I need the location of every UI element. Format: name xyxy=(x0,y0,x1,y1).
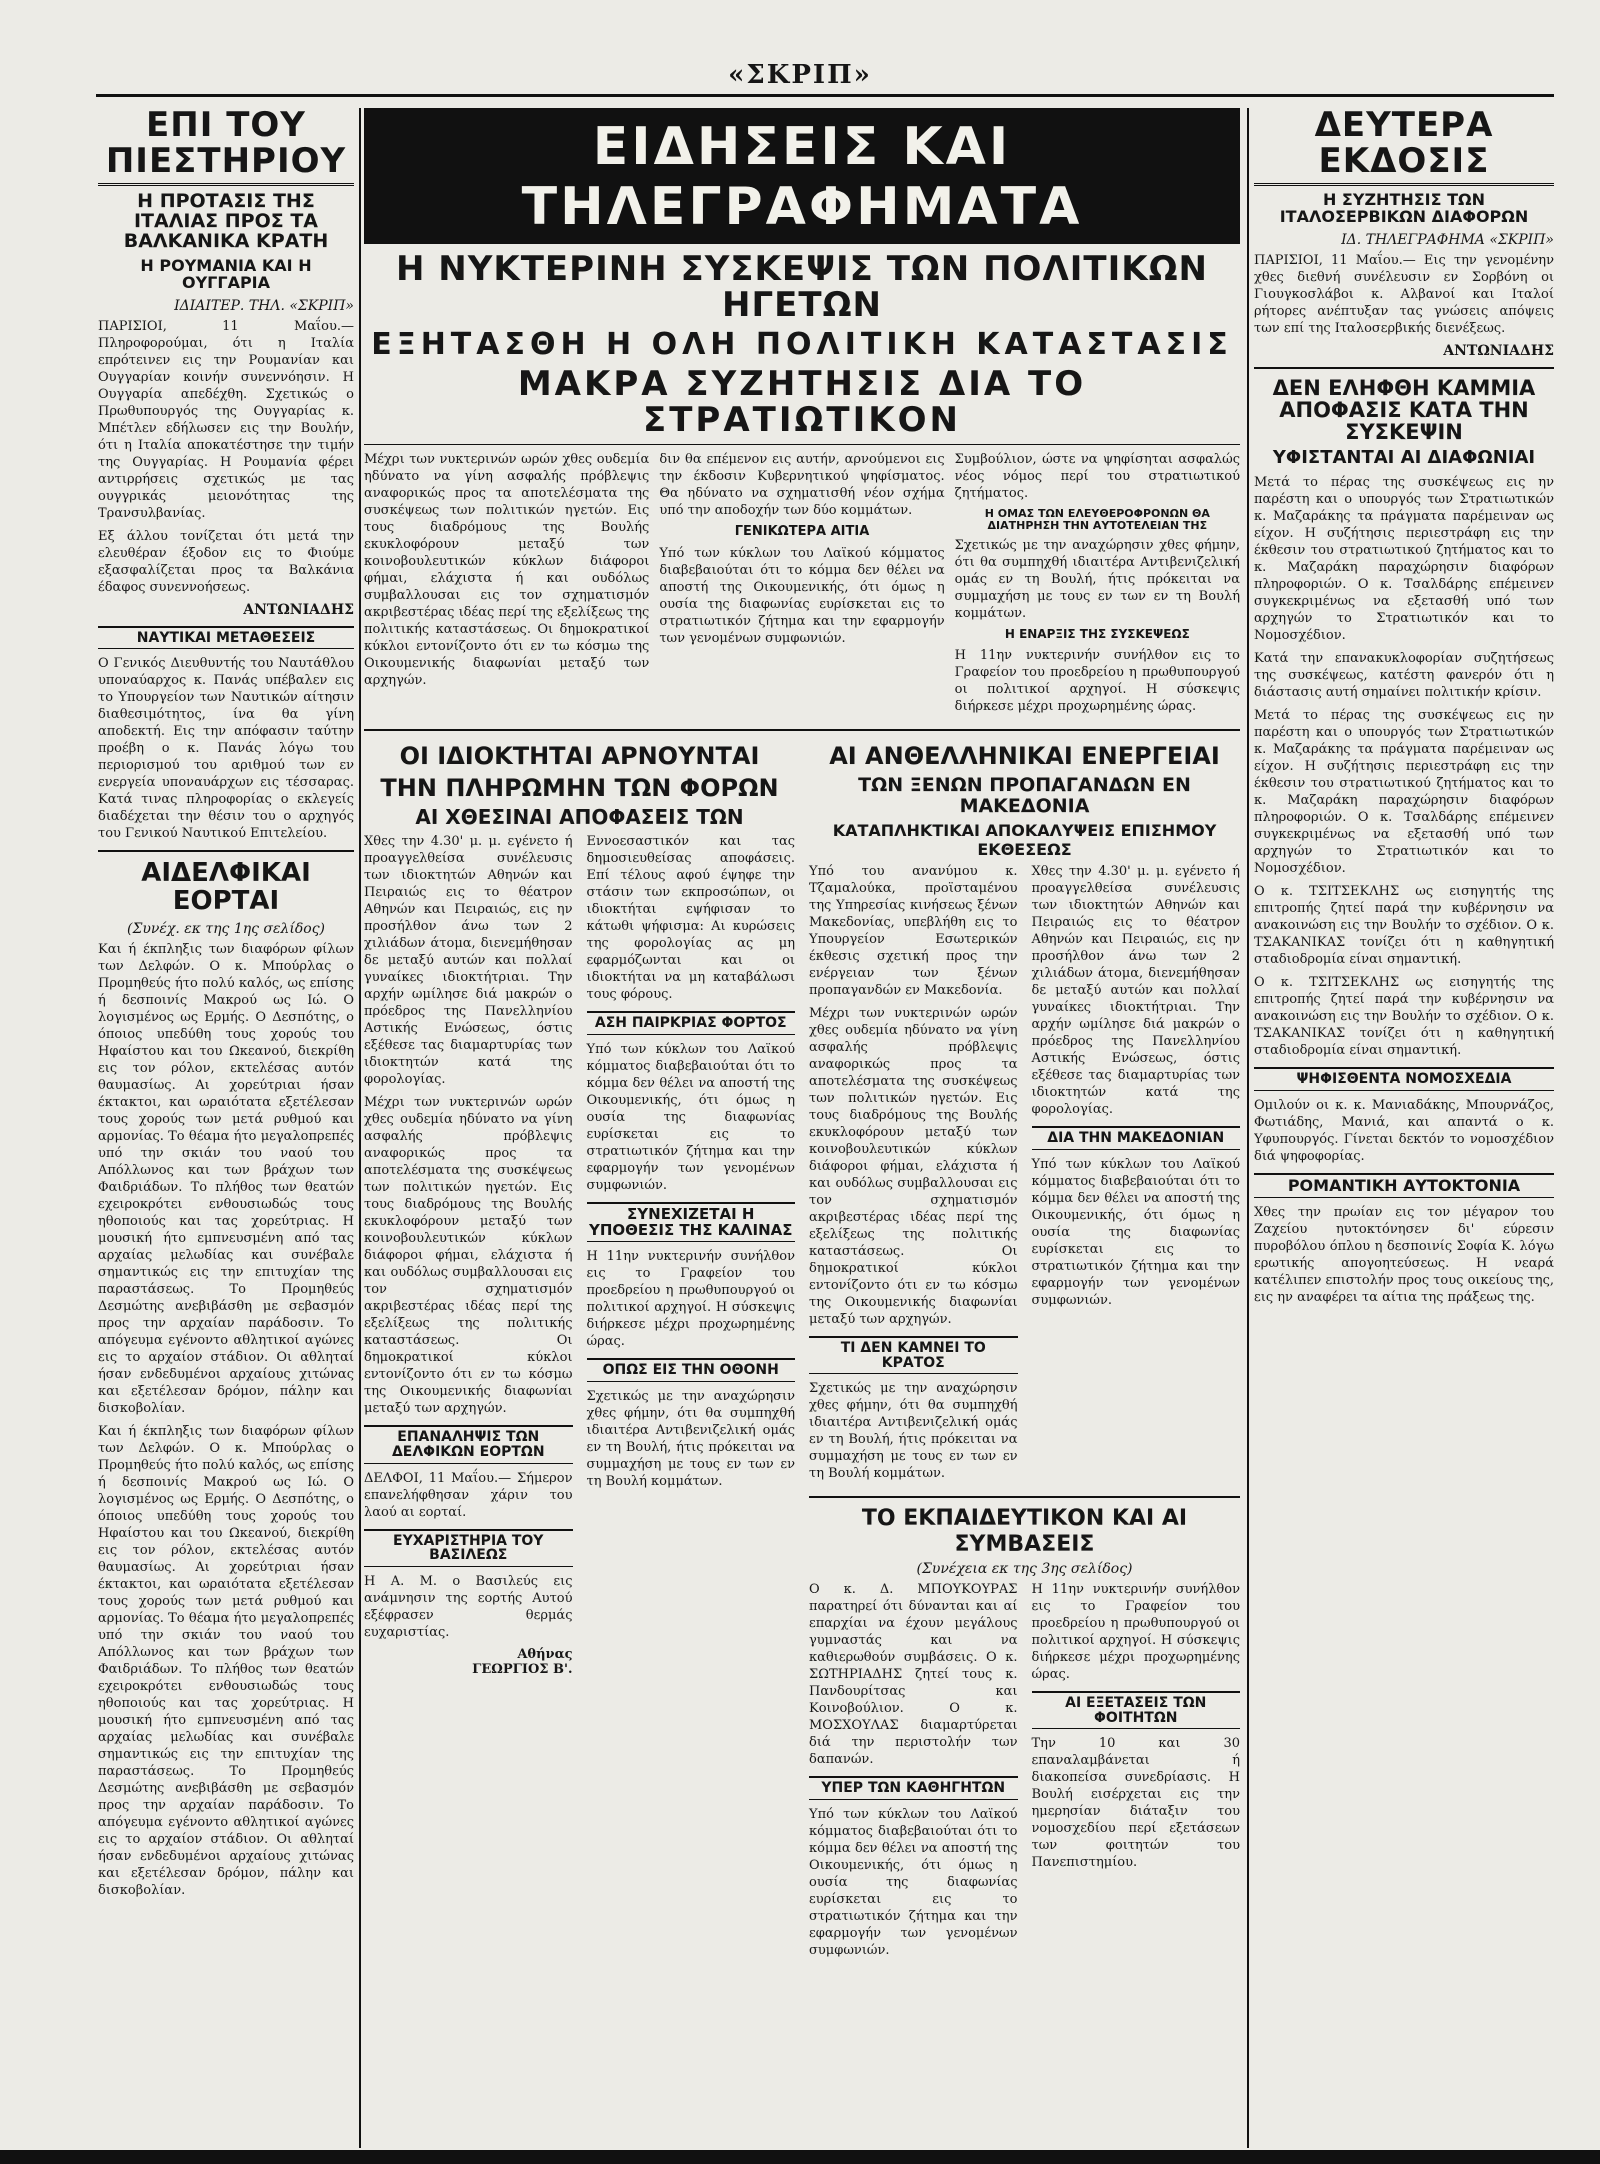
left-article-text-1: ΠΑΡΙΣΙΟΙ, 11 Μαΐου.— Πληροφορούμαι, ότι η Ιταλία επρότεινεν εις την Ρουμανίαν και Ουγγαρίαν κοινήν συνεννόησιν. Η Ουγγαρία απεδέχθη. Σχετικώς ο Πρωθυπουργός της Ουγγαρίας κ. Μπέτλεν εδήλωσεν εις την Βουλήν, ότι η Ιταλία αποκατέστησε την τιμήν της Ουγγαρίας. Η Ρουμανία φέρει αντιρρήσεις σχετικώς με τας ουγγρικάς μειονότητας της Τρανσυλβανίας. xyxy=(98,318,354,521)
right-subheadline-bills: ΨΗΦΙΣΘΕΝΤΑ ΝΟΜΟΣΧΕΔΙΑ xyxy=(1254,1067,1554,1091)
meeting-col-3-subhead-2: Η ΕΝΑΡΞΙΣ ΤΗΣ ΣΥΣΚΕΨΕΩΣ xyxy=(1004,627,1190,642)
right-article-text-5: Ομιλούν οι κ. κ. Μανιαδάκης, Μπουρνάζος, Φωτιάδης, Μανιά, και απαντά ο κ. Υφυπουργός. Γίνεται δεκτόν το νομοσχέδιον διά ψηφοφορίας. xyxy=(1254,1097,1554,1164)
column-rule-right xyxy=(1247,108,1249,2148)
meeting-col-3-subtext-1: Σχετικώς με την αναχώρησιν χθες φήμην, ότι θα συμπηχθή ιδιαιτέρα Αντιβενιζελική ομάς εν τη Βουλή, ήτις πρόκειται να συμμαχήση με τους εν των εν τη Βουλή κομμάτων. xyxy=(954,538,1240,622)
plague-article-text: Υπό των κύκλων του Λαϊκού κόμματος διαβεβαιούται ότι το κόμμα δεν θέλει να αποστή της Οικουμενικής, ότι όμως η ουσία της διαφωνίας ευρίσκεται εις το στρατιωτικόν ζήτημα και την εφαρμογήν των γενομένων συμφωνιών. xyxy=(586,1041,795,1193)
education-text-col-1 xyxy=(809,1581,1018,1965)
left-signature: ΑΝΤΩΝΙΑΔΗΣ xyxy=(243,601,354,618)
right-divider-1 xyxy=(1254,367,1554,369)
education-text-columns xyxy=(809,1581,1240,1965)
kalina-case-text: Η 11ην νυκτερινήν συνήλθον εις το Γραφείον του προεδρείου η πρωθυπουργού οι πολιτικοί αρχηγοί. Η σύσκεψις διήρκεσε μέχρι προχωρημένης ώρας. xyxy=(586,1249,795,1350)
left-column xyxy=(98,108,354,1905)
right-headline-no-decision: ΔΕΝ ΕΛΗΦΘΗ ΚΑΜΜΙΑ ΑΠΟΦΑΣΙΣ ΚΑΤΑ ΤΗΝ ΣΥΣΚΕΨΙΝ xyxy=(1272,375,1536,445)
king-thanks-text: Η Α. Μ. ο Βασιλεύς εις ανάμνησιν της εορτής Αυτού εξέφρασεν θερμάς ευχαριστίας. xyxy=(364,1573,573,1640)
right-dateline: ΙΔ. ΤΗΛΕΓΡΑΦΗΜΑ «ΣΚΡΙΠ» xyxy=(1341,231,1554,248)
king-thanks-signature: ΓΕΩΡΓΙΟΣ Β'. xyxy=(472,1661,573,1677)
education-text-col-2 xyxy=(1032,1581,1241,1965)
meeting-col-3-subhead-1: Η ΟΜΑΣ ΤΩΝ ΕΛΕΥΘΕΡΟΦΡΟΝΩΝ ΘΑ ΔΙΑΤΗΡΗΣΗ ΤΗΝ ΑΥΤΟΤΕΛΕΙΑΝ ΤΗΣ xyxy=(984,507,1210,532)
left-dateline: ΙΔΙΑΙΤΕΡ. ΤΗΛ. «ΣΚΡΙΠ» xyxy=(174,297,354,314)
owners-text-columns xyxy=(364,833,795,1677)
meeting-col-1 xyxy=(364,451,649,721)
right-article-text-2-repeat: Μετά το πέρας της συσκέψεως εις ην παρέστη και ο υπουργός των Στρατιωτικών κ. Μαζαράκης τα πράγματα παρέμειναν ως είχον. Η συζήτησις περιεστράφη εις την έκθεσιν του στρατιωτικού ζητήματος και το κ. Μαζαράκη παραχώρησιν διαφόρων πληροφοριών. Ο κ. Τσαλδάρης επέμεινεν συγκεκριμένως να εξετασθή υπό των αρχηγών το Στρατιωτικόν και το Νομοσχέδιον. xyxy=(1254,708,1554,876)
meeting-col-3 xyxy=(955,451,1240,721)
right-headline-disagreements: ΥΦΙΣΤΑΝΤΑΙ ΑΙ ΔΙΑΦΩΝΙΑΙ xyxy=(1272,447,1536,469)
meeting-subheadline: ΕΞΗΤΑΣΘΗ Η ΟΛΗ ΠΟΛΙΤΙΚΗ ΚΑΤΑΣΤΑΣΙΣ xyxy=(371,327,1233,363)
education-continuation: (Συνέχεια εκ της 3ης σελίδος) xyxy=(916,1560,1133,1577)
center-column xyxy=(364,108,1240,1965)
center-divider-2 xyxy=(364,729,1240,731)
owners-story xyxy=(364,739,795,1965)
right-subheadline-suicide: ΡΟΜΑΝΤΙΚΗ ΑΥΤΟΚΤΟΝΙΑ xyxy=(1254,1173,1554,1199)
state-subtext: Σχετικώς με την αναχώρησιν χθες φήμην, ότι θα συμπηχθή ιδιαιτέρα Αντιβενιζελική ομάς εν τη Βουλή, ήτις πρόκειται να συμμαχήση με τους εν των εν τη Βουλή κομμάτων. xyxy=(809,1381,1018,1482)
macedonia-headline-2: ΤΩΝ ΞΕΝΩΝ ΠΡΟΠΑΓΑΝΔΩΝ ΕΝ ΜΑΚΕΔΟΝΙΑ xyxy=(858,773,1191,818)
macedonia-article-text-3: Χθες την 4.30' μ. μ. εγένετο ή προαγγελθείσα συνέλευσις των ιδιοκτητών Αθηνών και Πειραιώς εις το θέατρον Αθηνών και Πειραιώς, εις ην προσήλθον άνω των 2 χιλιάδων άτομα, διενεμήθησαν δε μεταξύ αυτών και πολλαί γυναίκες ιδιοκτήτριαι. Την αρχήν ωμίλησε διά μακρών ο πρόεδρος της Πανελληνίου Αστικής Ενώσεως, όστις εξέθεσε τας διαμαρτυρίας των ιδιοκτητών κατά της φορολογίας. xyxy=(1031,864,1240,1117)
left-divider xyxy=(98,850,354,852)
naval-article-text: Ο Γενικός Διευθυντής του Ναυτάθλου υποναύαρχος κ. Πανάς υπέβαλεν εις το Υπουργείον των Ναυτικών αίτησιν διαθεσιμότητος, ίνα θα γίνη αποδεκτή. Εις την απόφασιν ταύτην προέβη ο κ. Πανάς λόγω του περιορισμού του αριθμού των εν ενεργεία υποναυάρχων εις τέσσαρας. Κατά τινας πληροφορίας ο εκλεγείς διαδέχεται την θέσιν του ο αρχηγός του Γενικού Ναυτικού Επιτελείου. xyxy=(98,656,354,842)
macedonia-story xyxy=(809,739,1240,1965)
meeting-headline: Η ΝΥΚΤΕΡΙΝΗ ΣΥΣΚΕΨΙΣ ΤΩΝ ΠΟΛΙΤΙΚΩΝ ΗΓΕΤΩΝ xyxy=(396,249,1208,325)
exams-subtext: Την 10 και 30 επαναλαμβάνεται ή διακοπείσα συνεδρίασις. Η Βουλή εισέρχεται εις την ημερησίαν διάταξιν του νομοσχεδίου περί εξετάσεων των φοιτητών του Πανεπιστημίου. xyxy=(1031,1736,1240,1871)
right-article-text-2: Μετά το πέρας της συσκέψεως εις ην παρέστη και ο υπουργός των Στρατιωτικών κ. Μαζαράκης τα πράγματα παρέμειναν ως είχον. Η συζήτησις περιεστράφη εις την έκθεσιν του στρατιωτικού ζητήματος και το κ. Μαζαράκη παραχώρησιν διαφόρων πληροφοριών. Ο κ. Τσαλδάρης επέμεινεν συγκεκριμένως να εξετασθή υπό των αρχηγών το Στρατιωτικόν και το Νομοσχέδιον. xyxy=(1254,475,1554,643)
macedonia-text-col-1 xyxy=(809,863,1018,1488)
meeting-col-2-subhead: ΓΕΝΙΚΩΤΕΡΑ ΑΙΤΙΑ xyxy=(734,524,870,540)
king-thanks-headline: ΕΥΧΑΡΙΣΤΗΡΙΑ ΤΟΥ ΒΑΣΙΛΕΩΣ xyxy=(364,1529,573,1567)
meeting-col-3-text: Συμβούλιον, ώστε να ψηφίσηται ασφαλώς νέος νόμος περί του στρατιωτικού ζητήματος. xyxy=(954,452,1240,502)
right-article-text-4-repeat: Ο κ. ΤΣΙΤΣΕΚΛΗΣ ως εισηγητής της επιτροπής ζητεί παρά την κυβέρνησιν να ανακοινώση εις την Βουλήν το σχέδιον. Ο κ. ΤΣΑΚΑΝΙΚΑΣ τονίζει ότι η καθηγητική σταδιοδρομία είναι σημαντική. xyxy=(1254,975,1554,1058)
meeting-col-3-subtext-2: Η 11ην νυκτερινήν συνήλθον εις το Γραφείον του προεδρείου η πρωθυπουργού οι πολιτικοί αρχηγοί. Η σύσκεψις διήρκεσε μέχρι προχωρημένης ώρας. xyxy=(954,647,1240,714)
lower-center-columns xyxy=(364,739,1240,1965)
plague-headline: ΑΣΗ ΠΑΙΡΚΡΙΑΣ ΦΟΡΤΟΣ xyxy=(587,1011,796,1035)
festival-headline: ΑΙΔΕΛΦΙΚΑΙ ΕΟΡΤΑΙ xyxy=(141,858,311,916)
column-rule-left xyxy=(359,108,361,2148)
macedonia-headline-3: ΚΑΤΑΠΛΗΚΤΙΚΑΙ ΑΠΟΚΑΛΥΨΕΙΣ ΕΠΙΣΗΜΟΥ ΕΚΘΕΣΕΩΣ xyxy=(832,821,1217,859)
education-headline: ΤΟ ΕΚΠΑΙΔΕΥΤΙΚΟΝ ΚΑΙ ΑΙ ΣΥΜΒΑΣΕΙΣ xyxy=(861,1506,1188,1557)
owners-article-text-2: Εννοεσαστικόν και τας δημοσιευθείσας αποφάσεις. Επί τέλους αφού έψηφε την στάσιν των εκπροσώπων, οι ιδιοκτήται εψήφισαν το κάτωθι ψήφισμα: Αι κυρώσεις της φορολογίας ας μη εφαρμόζωνται και οι ιδιοκτήται να μη καταβάλωσι τους φόρους. xyxy=(586,834,795,1003)
meeting-article-columns xyxy=(364,451,1240,721)
owners-text-col-1 xyxy=(364,833,573,1677)
macedonia-text-col-2 xyxy=(1032,863,1241,1488)
masthead: «ΣΚΡΙΠ» xyxy=(728,60,872,90)
teachers-subheadline: ΥΠΕΡ ΤΩΝ ΚΑΘΗΓΗΤΩΝ xyxy=(809,1776,1018,1800)
macedonia-article-text-2: Μέχρι των νυκτερινών ωρών χθες ουδεμία ηδύνατο να γίνη ασφαλής πρόβλεψις αναφορικώς προς τα αποτελέσματα της συσκέψεως των πολιτικών ηγετών. Εις τους διαδρόμους της Βουλής εκυκλοφόρουν μεταξύ των κοινοβουλευτικών κύκλων διάφοροι φήμαι, ελάχιστα ή και ουδόλως συμβαλλουσαι εις τον σχηματισμόν ακριβεστέρας ιδέας περί της εξελίξεως της πολιτικής καταστάσεως. Οι δημοκρατικοί κύκλοι εντονίζοντο ότι εν τω κόσμω της Οικουμενικής διαφωνίαι μεταξύ των αρχηγών. xyxy=(809,1006,1018,1327)
meeting-col-2-text: διν θα επέμενον εις αυτήν, αρνούμενοι εις την έκδοσιν Κυβερνητικού ψηφίσματος. Θα ηδύνατο να σχηματισθή νέον σχήμα υπό την αποδοχήν των δύο κομμάτων. xyxy=(659,452,945,519)
education-divider xyxy=(809,1496,1240,1498)
meeting-col-2 xyxy=(659,451,944,721)
education-article-text-2: Η 11ην νυκτερινήν συνήλθον εις το Γραφείον του προεδρείου η πρωθυπουργού οι πολιτικοί αρχηγοί. Η σύσκεψις διήρκεσε μέχρι προχωρημένης ώρας. xyxy=(1031,1581,1240,1682)
right-article-text-4: Ο κ. ΤΣΙΤΣΕΚΛΗΣ ως εισηγητής της επιτροπής ζητεί παρά την κυβέρνησιν να ανακοινώση εις την Βουλήν το σχέδιον. Ο κ. ΤΣΑΚΑΝΙΚΑΣ τονίζει ότι η καθηγητική σταδιοδρομία είναι σημαντική. xyxy=(1254,884,1554,967)
screen-article-text: Σχετικώς με την αναχώρησιν χθες φήμην, ότι θα συμπηχθή ιδιαιτέρα Αντιβενιζελική ομάς εν τη Βουλή, ήτις πρόκειται να συμμαχήση με τους εν των εν τη Βουλή κομμάτων. xyxy=(586,1389,795,1489)
delphi-replay-text: ΔΕΛΦΟΙ, 11 Μαΐου.— Σήμερον επανελήφθησαν χάριν του λαού αι εορταί. xyxy=(364,1470,573,1520)
news-banner: ΕΙΔΗΣΕΙΣ ΚΑΙ ΤΗΛΕΓΡΑΦΗΜΑΤΑ xyxy=(364,108,1240,244)
right-article-text-1: ΠΑΡΙΣΙΟΙ, 11 Μαΐου.— Εις την γενομένην χθες διεθνή συνέλευσιν εν Σορβόνη οι Γιουγκοσλάβοι κ. Αλβανοί και Ιταλοί ρήτορες ανέπτυξαν τας γνώσεις απόψεις των επί της Ιταλοσερβικής διενέξεως. xyxy=(1254,252,1554,336)
macedonia-subtext: Υπό των κύκλων του Λαϊκού κόμματος διαβεβαιούται ότι το κόμμα δεν θέλει να αποστή της Οικουμενικής, ότι όμως η ουσία της διαφωνίας ευρίσκεται εις το στρατιωτικόν ζήτημα και την εφαρμογήν των γενομένων συμφωνιών. xyxy=(1031,1156,1240,1308)
exams-subheadline: ΑΙ ΕΞΕΤΑΣΕΙΣ ΤΩΝ ΦΟΙΤΗΤΩΝ xyxy=(1032,1691,1241,1729)
naval-headline: ΝΑΥΤΙΚΑΙ ΜΕΤΑΘΕΣΕΙΣ xyxy=(98,626,354,650)
festival-article-text: Και ή έκπληξις των διαφόρων φίλων των Δελφών. Ο κ. Μπούρλας ο Προμηθεύς ήτο πολύ καλός, ως επίσης ή δεσποινίς Μακρού ως Ιώ. Ο λογισμένος ως Ερμής. Ο Δεσπότης, ο όποιος υπεδύθη τους χορούς του Ηφαίστου και του Ωκεανού, διεκρίθη εις τον ρόλον, εκτελέσας αυτόν θαυμασίως. Αι χορεύτριαι ήσαν έκτακτοι, και ωραιότατα εξετέλεσαν τους χορούς των μετά ρυθμού και αρμονίας. Το θέαμα ήτο μεγαλοπρεπές υπό την σκιάν του ναού του Απόλλωνος και των βράχων των Φαιδριάδων. Το πλήθος των θεατών εχειροκρότει ενθουσιωδώς τους ηθοποιούς και τας χορεύτριας. Η μουσική ήτο εμπνευσμένη από τας αρχαίας μελωδίας και συνέβαλε σημαντικώς εις την επιτυχίαν της παραστάσεως. Το Προμηθεύς Δεσμώτης ανεβιβάσθη με σεβασμόν προς την αρχαίαν παράδοσιν. Το απόγευμα εγένοντο αθλητικοί αγώνες εις το αρχαίον στάδιον. Οι αθληταί ήσαν ενδεδυμένοι αρχαίους χιτώνας και εξετέλεσαν δρόμον, πάλην και δισκοβολίαν. xyxy=(98,942,354,1417)
top-rule xyxy=(96,94,1554,97)
macedonia-subheadline: ΔΙΑ ΤΗΝ ΜΑΚΕΔΟΝΙΑΝ xyxy=(1032,1126,1241,1150)
left-headline-romania: Η ΡΟΥΜΑΝΙΑ ΚΑΙ Η ΟΥΓΓΑΡΙΑ xyxy=(140,256,312,292)
kalina-case-headline: ΣΥΝΕΧΙΖΕΤΑΙ Η ΥΠΟΘΕΣΙΣ ΤΗΣ ΚΑΛΙΝΑΣ xyxy=(587,1202,796,1243)
teachers-subtext: Υπό των κύκλων του Λαϊκού κόμματος διαβεβαιούται ότι το κόμμα δεν θέλει να αποστή της Οικουμενικής, ότι όμως η ουσία της διαφωνίας ευρίσκεται εις το στρατιωτικόν ζήτημα και την εφαρμογήν των γενομένων συμφωνιών. xyxy=(809,1806,1018,1958)
meeting-subheadline-military: ΜΑΚΡΑ ΣΥΖΗΤΗΣΙΣ ΔΙΑ ΤΟ ΣΤΡΑΤΙΩΤΙΚΟΝ xyxy=(517,363,1087,440)
delphi-replay-headline: ΕΠΑΝΑΛΗΨΙΣ ΤΩΝ ΔΕΛΦΙΚΩΝ ΕΟΡΤΩΝ xyxy=(364,1425,573,1463)
festival-article-text-repeat: Και ή έκπληξις των διαφόρων φίλων των Δελφών. Ο κ. Μπούρλας ο Προμηθεύς ήτο πολύ καλός, ως επίσης ή δεσποινίς Μακρού ως Ιώ. Ο λογισμένος ως Ερμής. Ο Δεσπότης, ο όποιος υπεδύθη τους χορούς του Ηφαίστου και του Ωκεανού, διεκρίθη εις τον ρόλον, εκτελέσας αυτόν θαυμασίως. Αι χορεύτριαι ήσαν έκτακτοι, και ωραιότατα εξετέλεσαν τους χορούς των μετά ρυθμού και αρμονίας. Το θέαμα ήτο μεγαλοπρεπές υπό την σκιάν του ναού του Απόλλωνος και των βράχων των Φαιδριάδων. Το πλήθος των θεατών εχειροκρότει ενθουσιωδώς τους ηθοποιούς και τας χορεύτριας. Η μουσική ήτο εμπνευσμένη από τας αρχαίας μελωδίας και συνέβαλε σημαντικώς εις την επιτυχίαν της παραστάσεως. Το Προμηθεύς Δεσμώτης ανεβιβάσθη με σεβασμόν προς την αρχαίαν παράδοσιν. Το απόγευμα εγένοντο αθλητικοί αγώνες εις το αρχαίον στάδιον. Οι αθληταί ήσαν ενδεδυμένοι αρχαίους χιτώνας και εξετέλεσαν δρόμον, πάλην και δισκοβολίαν. xyxy=(98,1424,354,1899)
right-column xyxy=(1254,108,1554,1312)
left-headline-italy: Η ΠΡΟΤΑΣΙΣ ΤΗΣ ΙΤΑΛΙΑΣ ΠΡΟΣ ΤΑ ΒΑΛΚΑΝΙΚΑ ΚΡΑΤΗ xyxy=(123,190,329,253)
macedonia-article-text: Υπό του ανανύμου κ. Τζαμαλούκα, προϊσταμένου της Υπηρεσίας κινήσεως ξένων Μακεδονίας, υπεβλήθη εις το Υπουργείον Εσωτερικών έκθεσις σχετική προς την ενέργειαν των ξένων προπαγανδών εν Μακεδονία. xyxy=(809,864,1018,998)
owners-article-text: Χθες την 4.30' μ. μ. εγένετο ή προαγγελθείσα συνέλευσις των ιδιοκτητών Αθηνών και Πειραιώς εις το θέατρον Αθηνών και Πειραιώς, εις ην προσήλθον άνω των 2 χιλιάδων άτομα, διενεμήθησαν δε μεταξύ αυτών και πολλαί γυναίκες ιδιοκτήτριαι. Την αρχήν ωμίλησε διά μακρών ο πρόεδρος της Πανελληνίου Αστικής Ενώσεως, όστις εξέθεσε τας διαμαρτυρίας των ιδιοκτητών κατά της φορολογίας. xyxy=(364,834,573,1088)
owners-headline-1: ΟΙ ΙΔΙΟΚΤΗΤΑΙ ΑΡΝΟΥΝΤΑΙ xyxy=(399,741,760,770)
right-article-text-6: Χθες την πρωίαν εις τον μέγαρον του Ζαχείου ηυτοκτόνησεν δι' εύρεσιν πυροβόλου όπλου η δεσποινίς Σοφία Κ. λόγω ερωτικής απογοητεύσεως. Η νεαρά κατέλιπεν επιστολήν προς τους οικείους της, εις ην αναφέρει τα αίτια της πράξεως της. xyxy=(1254,1205,1554,1306)
bottom-band xyxy=(0,2150,1600,2164)
screen-headline: ΟΠΩΣ ΕΙΣ ΤΗΝ ΟΘΟΝΗ xyxy=(587,1358,796,1382)
macedonia-headline-1: ΑΙ ΑΝΘΕΛΛΗΝΙΚΑΙ ΕΝΕΡΓΕΙΑΙ xyxy=(829,741,1220,770)
meeting-col-2-subtext: Υπό των κύκλων του Λαϊκού κόμματος διαβεβαιούται ότι το κόμμα δεν θέλει να αποστή της Οικουμενικής, ότι όμως η ουσία της διαφωνίας ευρίσκεται εις το στρατιωτικόν ζήτημα και την εφαρμογήν των γενομένων συμφωνιών. xyxy=(659,545,945,646)
left-column-title: ΕΠΙ ΤΟΥ ΠΙΕΣΤΗΡΙΟΥ xyxy=(98,108,354,186)
owners-article-text-repeat: Μέχρι των νυκτερινών ωρών χθες ουδεμία ηδύνατο να γίνη ασφαλής πρόβλεψις αναφορικώς προς τα αποτελέσματα της συσκέψεως των πολιτικών ηγετών. Εις τους διαδρόμους της Βουλής εκυκλοφόρουν μεταξύ των κοινοβουλευτικών κύκλων διάφοροι φήμαι, ελάχιστα ή και ουδόλως συμβαλλουσαι εις τον σχηματισμόν ακριβεστέρας ιδέας περί της εξελίξεως της πολιτικής καταστάσεως. Οι δημοκρατικοί κύκλοι εντονίζοντο ότι εν τω κόσμω της Οικουμενικής διαφωνίαι μεταξύ των αρχηγών. xyxy=(364,1095,573,1417)
festival-continuation: (Συνέχ. εκ της 1ης σελίδος) xyxy=(126,921,326,938)
center-divider-1 xyxy=(364,444,1240,445)
right-article-text-3: Κατά την επανακυκλοφορίαν συζητήσεως της συσκέψεως, κατέστη φανερόν ότι η διάστασις αυτή σημαίνει πολιτικήν κρίσιν. xyxy=(1254,651,1554,700)
macedonia-text-columns xyxy=(809,863,1240,1488)
right-headline-dispute: Η ΣΥΖΗΤΗΣΙΣ ΤΩΝ ΙΤΑΛΟΣΕΡΒΙΚΩΝ ΔΙΑΦΟΡΩΝ xyxy=(1279,190,1529,227)
state-subheadline: ΤΙ ΔΕΝ ΚΑΜΝΕΙ ΤΟ ΚΡΑΤΟΣ xyxy=(809,1336,1018,1374)
owners-headline-2: ΤΗΝ ΠΛΗΡΩΜΗΝ ΤΩΝ ΦΟΡΩΝ xyxy=(380,773,779,802)
right-column-title: ΔΕΥΤΕΡΑ ΕΚΔΟΣΙΣ xyxy=(1254,108,1554,186)
owners-headline-3: ΑΙ ΧΘΕΣΙΝΑΙ ΑΠΟΦΑΣΕΙΣ ΤΩΝ xyxy=(415,805,744,830)
meeting-col-1-text: Μέχρι των νυκτερινών ωρών χθες ουδεμία ηδύνατο να γίνη ασφαλής πρόβλεψις αναφορικώς προς τα αποτελέσματα της συσκέψεως των πολιτικών ηγετών. Εις τους διαδρόμους της Βουλής εκυκλοφόρουν μεταξύ των κοινοβουλευτικών κύκλων διάφοροι φήμαι, ελάχιστα ή και ουδόλως συμβαλλουσαι εις τον σχηματισμόν ακριβεστέρας ιδέας περί της εξελίξεως της πολιτικής καταστάσεως. Οι δημοκρατικοί κύκλοι εντονίζοντο ότι εν τω κόσμω της Οικουμενικής διαφωνίαι μεταξύ των αρχηγών. xyxy=(364,452,650,689)
king-thanks-place: Αθήνας xyxy=(517,1646,573,1662)
education-article-text: Ο κ. Δ. ΜΠΟΥΚΟΥΡΑΣ παρατηρεί ότι δύνανται και αί επαρχίαι να έχουν μεγάλους γυμναστάς και να καθιερωθούν συμβάσεις. Ο κ. ΣΩΤΗΡΙΑΔΗΣ ζητεί τους κ. Πανδουρίτσας και Κοινοβούλιον. Ο κ. ΜΟΣΧΟΥΛΑΣ διαμαρτύρεται διά την περιστολήν των δαπανών. xyxy=(809,1581,1018,1767)
left-article-text-2: Εξ άλλου τονίζεται ότι μετά την ελευθέραν έξοδον εις το Φιούμε εξασφαλίζεται προς τα Βαλκάνια έδαφος συνεννοήσεως. xyxy=(98,528,354,595)
owners-text-col-2 xyxy=(587,833,796,1677)
right-signature: ΑΝΤΩΝΙΑΔΗΣ xyxy=(1443,342,1554,359)
